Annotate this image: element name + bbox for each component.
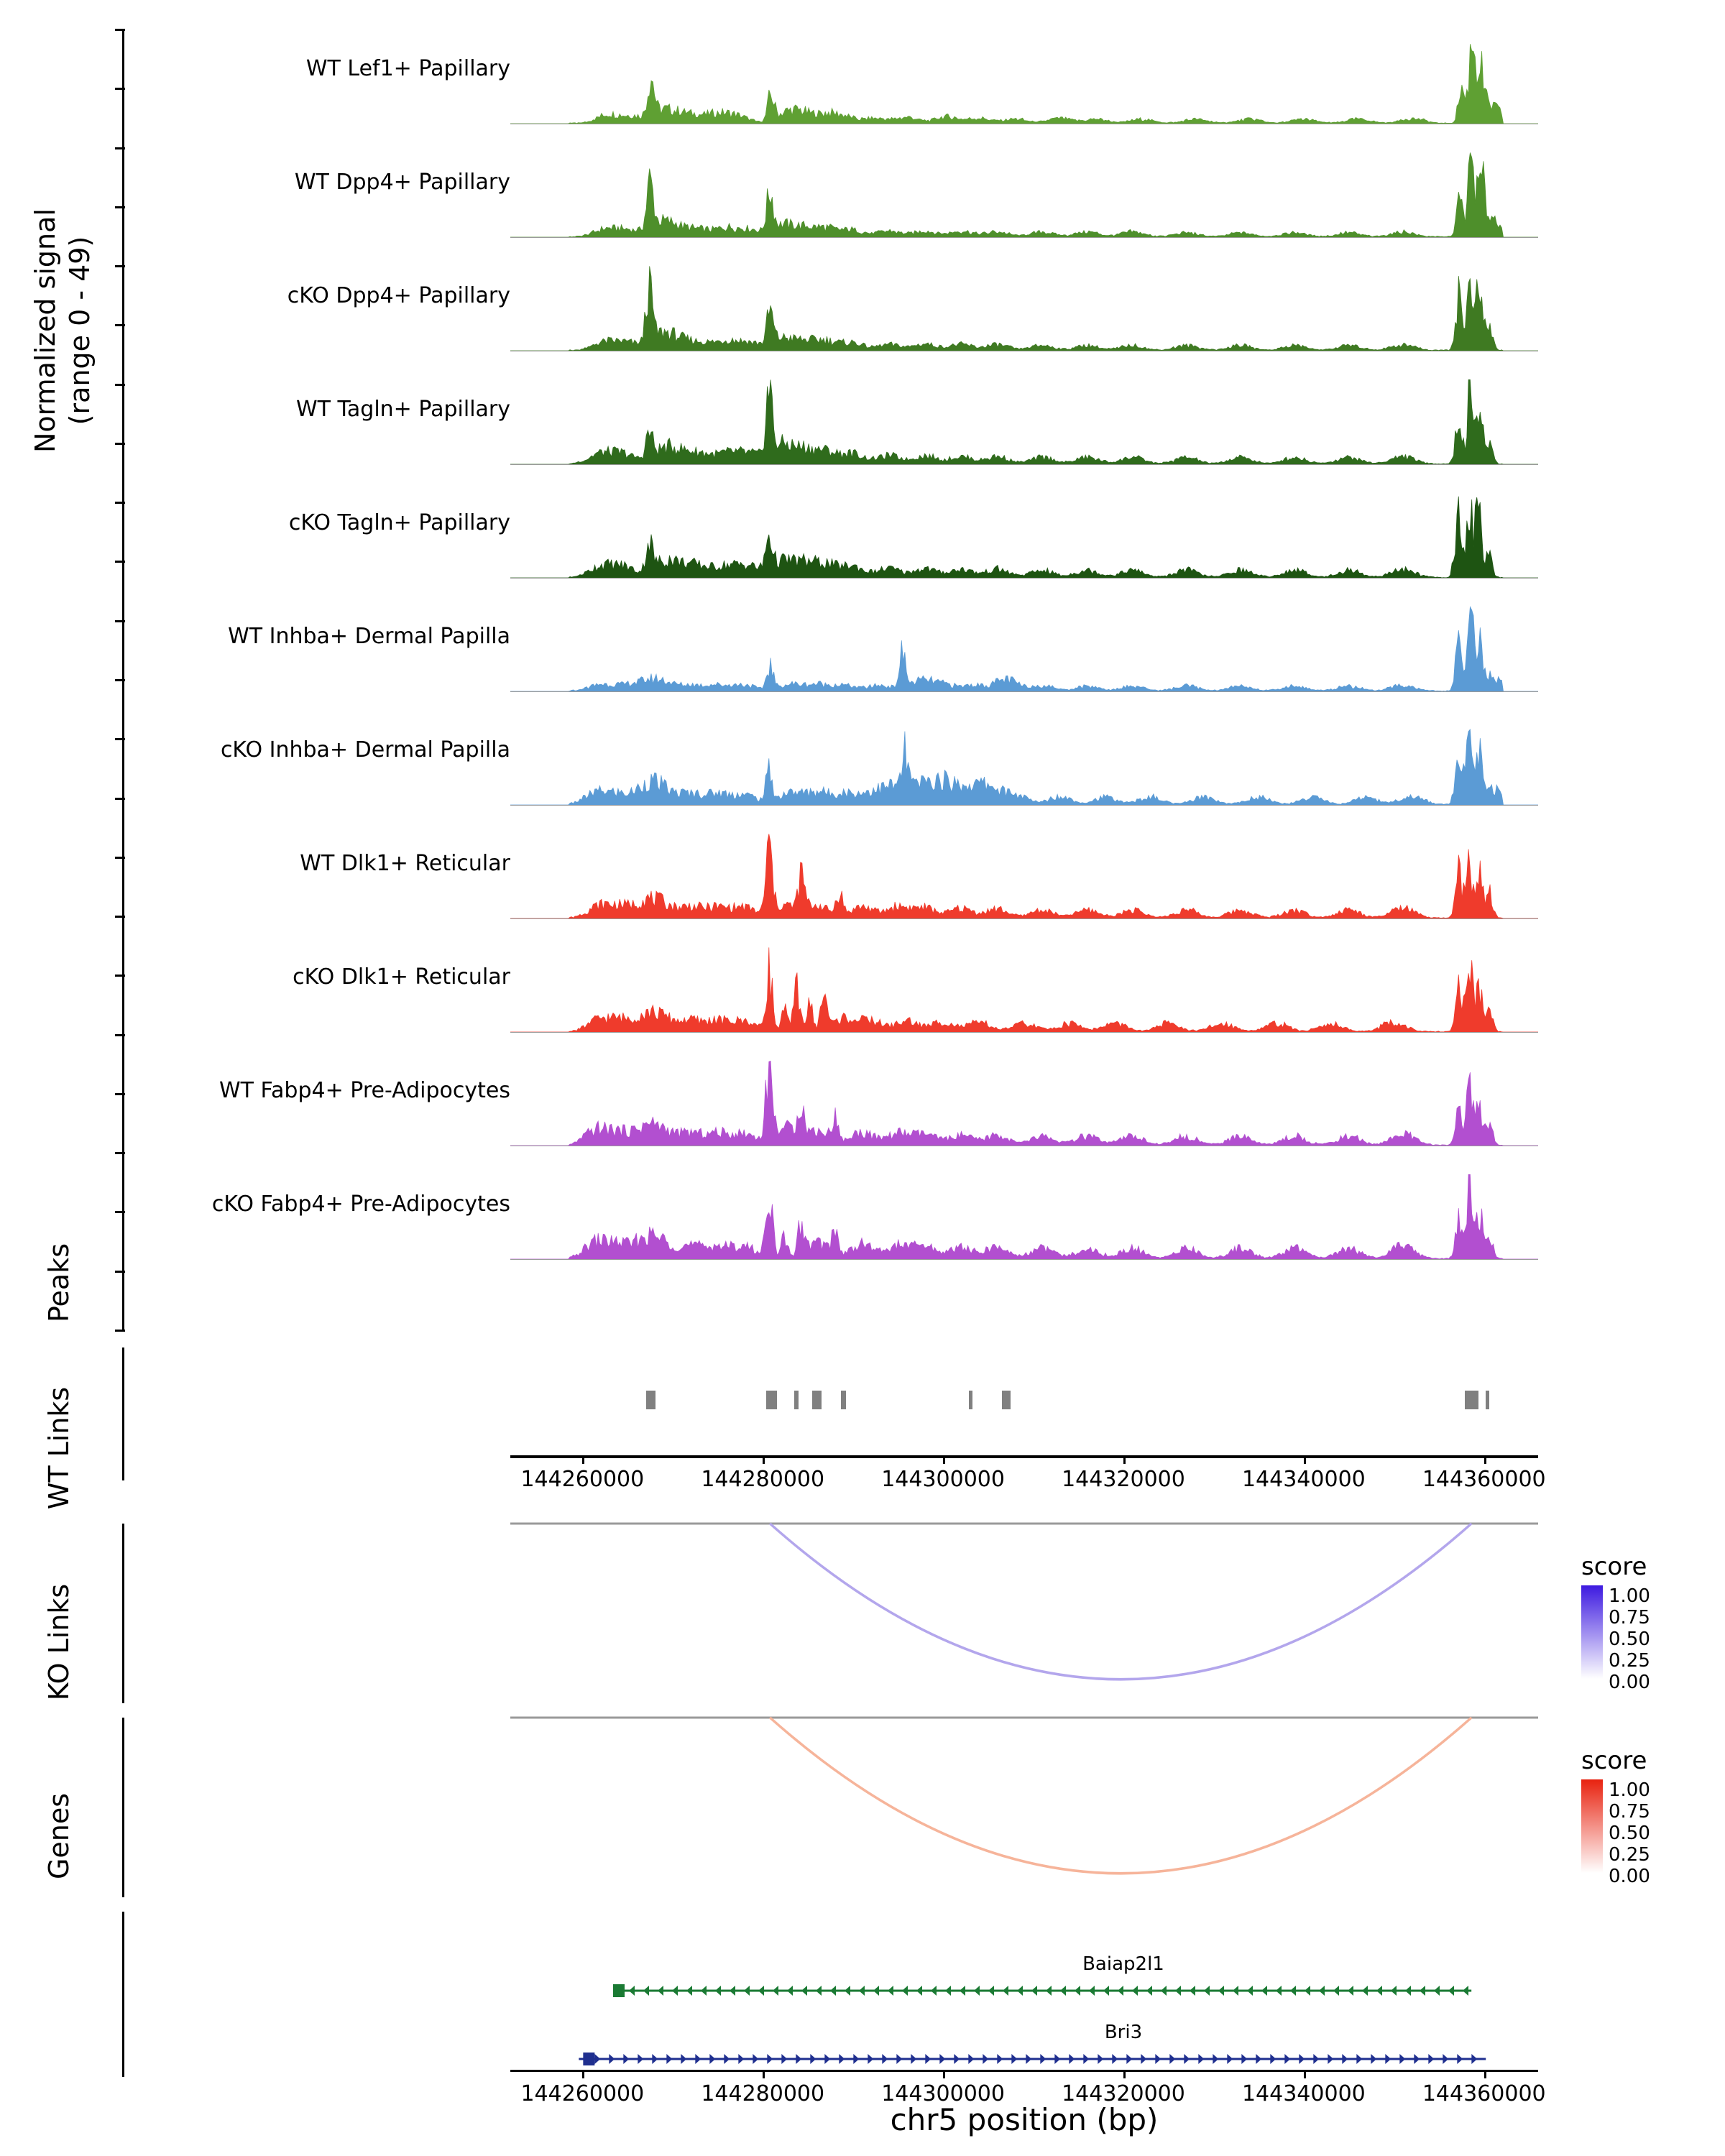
coverage-track	[0, 29, 1725, 142]
x-axis-tick-label: 144320000	[1062, 2081, 1185, 2106]
track-label: cKO Dpp4+ Papillary	[287, 283, 510, 308]
peaks-track	[510, 1380, 1538, 1459]
ko-links-legend-ticks	[1609, 1779, 1650, 1887]
signal-axis-tick	[115, 1330, 125, 1332]
track-signal	[510, 29, 1538, 137]
ko-links-legend	[1581, 1746, 1711, 1887]
coverage-track	[0, 937, 1725, 1051]
peak-marker	[766, 1391, 777, 1409]
legend-tick: 0.25	[1609, 1844, 1650, 1866]
x-axis-tick	[582, 2070, 584, 2078]
wt-links-arcs	[510, 1521, 1538, 1708]
ko-links-bracket	[122, 1718, 124, 1897]
coverage-track	[0, 256, 1725, 369]
links-svg	[510, 1521, 1538, 1700]
wt-links-legend-gradient	[1581, 1585, 1603, 1679]
x-axis-tick-label: 144320000	[1062, 1467, 1185, 1492]
legend-tick: 0.00	[1609, 1866, 1650, 1887]
legend-tick: 0.75	[1609, 1607, 1650, 1628]
ko-links-arcs	[510, 1715, 1538, 1902]
link-arc	[770, 1524, 1471, 1680]
wt-links-label: WT Links	[43, 1386, 75, 1510]
signal-axis-label-line2: (range 0 - 49)	[63, 236, 96, 425]
track-label: WT Dlk1+ Reticular	[300, 851, 510, 876]
track-signal	[510, 483, 1538, 591]
track-baseline	[510, 1259, 1538, 1260]
track-label: cKO Inhba+ Dermal Papilla	[220, 737, 510, 763]
track-label: cKO Dlk1+ Reticular	[293, 964, 510, 990]
x-axis-tick-label: 144340000	[1241, 2081, 1366, 2106]
x-axis-tick	[1304, 1455, 1306, 1464]
track-baseline	[510, 805, 1538, 806]
track-label: WT Fabp4+ Pre-Adipocytes	[219, 1078, 510, 1103]
track-label: WT Lef1+ Papillary	[305, 56, 510, 81]
coverage-track	[0, 1164, 1725, 1278]
coverage-track	[0, 142, 1725, 256]
peak-marker	[1486, 1391, 1489, 1409]
peak-marker	[1465, 1391, 1478, 1409]
x-axis-tick-label: 144260000	[520, 2081, 645, 2106]
track-signal	[510, 256, 1538, 364]
genes-axis-label: Genes	[43, 1792, 75, 1880]
x-axis-tick-label: 144300000	[881, 1467, 1005, 1492]
track-label: cKO Fabp4+ Pre-Adipocytes	[211, 1192, 510, 1217]
ko-links-panel	[0, 1583, 1725, 1904]
x-axis-tick-label: 144260000	[520, 1467, 645, 1492]
x-axis-tick-label: 144340000	[1241, 1467, 1366, 1492]
x-axis-tick	[943, 1455, 945, 1464]
wt-links-legend-ticks	[1609, 1585, 1650, 1693]
track-signal	[510, 142, 1538, 250]
x-axis-tick	[763, 2070, 765, 2078]
coverage-track	[0, 596, 1725, 710]
x-axis-tick-label: 144300000	[881, 2081, 1005, 2106]
genes-bracket	[122, 1912, 124, 2077]
x-axis-tick	[1123, 2070, 1126, 2078]
wt-links-bracket	[122, 1524, 124, 1703]
peak-marker	[1002, 1391, 1011, 1409]
x-axis-tick	[763, 1455, 765, 1464]
track-baseline	[510, 578, 1538, 579]
track-signal	[510, 710, 1538, 818]
legend-tick: 0.75	[1609, 1801, 1650, 1823]
peak-marker	[812, 1391, 822, 1409]
coverage-track	[0, 369, 1725, 483]
x-axis-tick-label: 144280000	[701, 2081, 825, 2106]
peak-marker	[969, 1391, 972, 1409]
x-axis-title: chr5 position (bp)	[890, 2102, 1159, 2137]
track-signal	[510, 1164, 1538, 1272]
x-axis-top	[510, 1455, 1546, 1506]
x-axis-tick	[1123, 1455, 1126, 1464]
legend-tick: 0.25	[1609, 1650, 1650, 1672]
x-axis-tick-label: 144280000	[701, 1467, 825, 1492]
legend-tick: 0.00	[1609, 1672, 1650, 1693]
coverage-track	[0, 824, 1725, 937]
track-baseline	[510, 464, 1538, 465]
track-baseline	[510, 237, 1538, 238]
track-signal	[510, 596, 1538, 704]
gene-model	[510, 1976, 1538, 2005]
gene-name-label: Bri3	[1104, 2022, 1143, 2043]
legend-tick: 0.50	[1609, 1628, 1650, 1650]
gene-model	[510, 2045, 1538, 2073]
legend-tick: 0.50	[1609, 1823, 1650, 1844]
wt-links-legend	[1581, 1552, 1711, 1693]
x-axis-tick	[582, 1455, 584, 1464]
x-axis-tick	[1484, 1455, 1486, 1464]
x-axis-tick	[1484, 2070, 1486, 2078]
x-axis-tick	[1304, 2070, 1306, 2078]
peak-marker	[646, 1391, 656, 1409]
track-signal	[510, 937, 1538, 1045]
gene-name-label: Baiap2l1	[1082, 1953, 1164, 1975]
coverage-track	[0, 483, 1725, 596]
legend-tick: 1.00	[1609, 1585, 1650, 1607]
track-baseline	[510, 918, 1538, 919]
peaks-axis-label: Peaks	[43, 1243, 75, 1323]
legend-tick: 1.00	[1609, 1779, 1650, 1801]
x-axis-tick-label: 144360000	[1422, 2081, 1546, 2106]
wt-links-legend-title: score	[1581, 1552, 1647, 1581]
track-label: WT Inhba+ Dermal Papilla	[228, 624, 510, 649]
peak-marker	[841, 1391, 845, 1409]
links-svg	[510, 1715, 1538, 1894]
track-baseline	[510, 1032, 1538, 1033]
link-arc	[770, 1718, 1471, 1874]
track-signal	[510, 824, 1538, 931]
ko-links-legend-title: score	[1581, 1746, 1647, 1775]
track-label: WT Tagln+ Papillary	[296, 397, 510, 422]
x-axis-tick	[943, 2070, 945, 2078]
x-axis-tick-label: 144360000	[1422, 1467, 1546, 1492]
peak-marker	[794, 1391, 799, 1409]
track-label: WT Dpp4+ Papillary	[294, 170, 510, 195]
track-baseline	[510, 691, 1538, 692]
genes-track	[510, 1904, 1538, 2084]
coverage-track	[0, 1051, 1725, 1164]
track-signal	[510, 369, 1538, 477]
peaks-bracket	[122, 1348, 124, 1480]
track-label: cKO Tagln+ Papillary	[288, 510, 510, 535]
signal-axis-label-line1: Normalized signal	[29, 208, 61, 453]
ko-links-legend-gradient	[1581, 1779, 1603, 1873]
ko-links-label: KO Links	[43, 1583, 75, 1701]
track-signal	[510, 1051, 1538, 1158]
coverage-track	[0, 710, 1725, 824]
